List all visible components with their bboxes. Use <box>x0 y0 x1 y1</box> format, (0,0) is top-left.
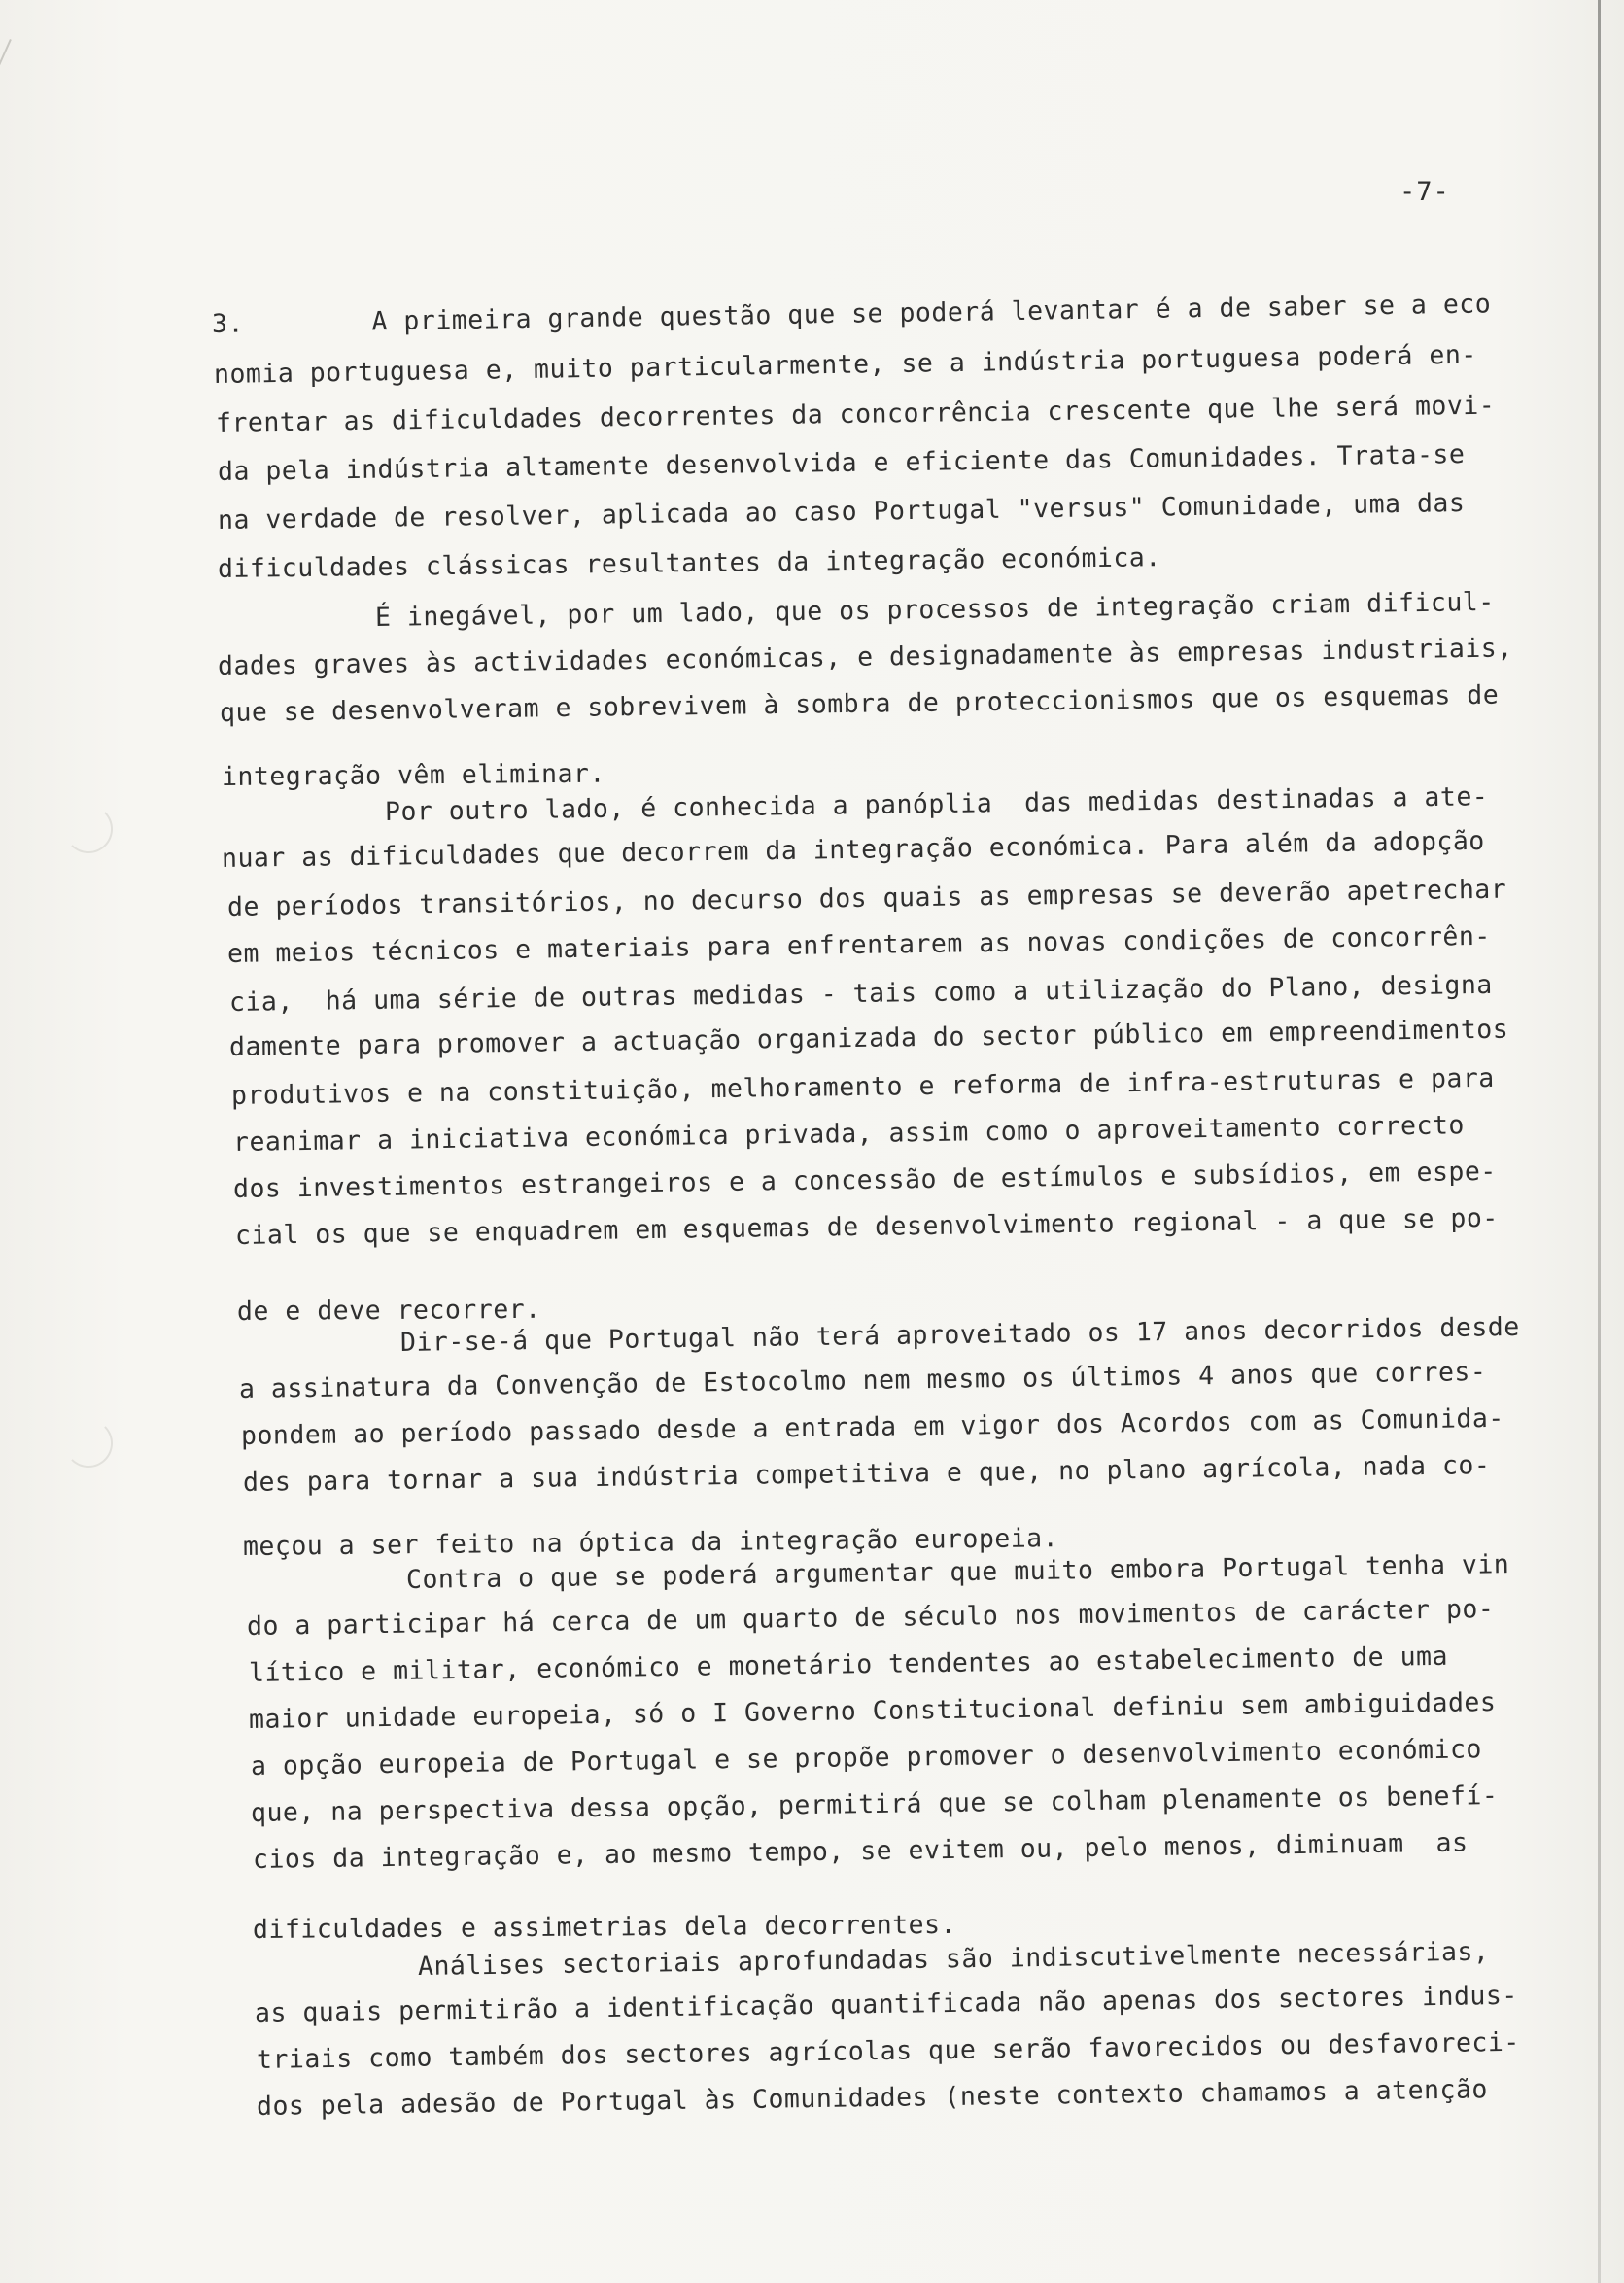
text-line: 3. A primeira grande questão que se poderá levantar é a de saber se a eco <box>211 289 1492 339</box>
text-line: Dir-se-á que Portugal não terá aproveitado os 17 anos decorridos desde <box>399 1311 1520 1358</box>
text-line: dificuldades clássicas resultantes da integração económica. <box>217 542 1161 584</box>
text-line: nuar as dificuldades que decorrem da integração económica. Para além da adopção <box>221 825 1485 874</box>
text-line: frentar as dificuldades decorrentes da concorrência crescente que lhe será movi- <box>215 390 1496 438</box>
text-line: de e deve recorrer. <box>236 1294 541 1327</box>
text-line: as quais permitirão a identificação quantificada não apenas dos sectores indus- <box>254 1980 1518 2028</box>
text-line: reanimar a iniciativa económica privada, assim como o aproveitamento correcto <box>232 1110 1466 1158</box>
text-line: triais como também dos sectores agrícolas que serão favorecidos ou desfavoreci- <box>256 2026 1520 2075</box>
text-line: nomia portuguesa e, muito particularmente, se a indústria portuguesa poderá en- <box>213 339 1477 390</box>
text-line: a opção europeia de Portugal e se propõe promover o desenvolvimento económico <box>250 1734 1483 1781</box>
text-line: produtivos e na constituição, melhoramento e reforma de infra-estruturas e para <box>230 1062 1495 1111</box>
text-line: cia, há uma série de outras medidas - tais como a utilização do Plano, designa <box>228 969 1493 1018</box>
text-line: dos pela adesão de Portugal às Comunidades (neste contexto chamamos a atenção <box>256 2074 1489 2122</box>
text-line: em meios técnicos e materiais para enfrentarem as novas condições de concorrên- <box>226 920 1491 969</box>
text-line: da pela indústria altamente desenvolvida e eficiente das Comunidades. Trata-se <box>217 439 1466 487</box>
text-line: dificuldades e assimetrias dela decorrentes. <box>252 1909 957 1945</box>
text-line: que se desenvolveram e sobrevivem à sombra de proteccionismos que os esquemas de <box>219 679 1500 728</box>
text-line: Por outro lado, é conhecida a panóplia das medidas destinadas a ate- <box>384 781 1489 827</box>
text-line: do a participar há cerca de um quarto de século nos movimentos de carácter po- <box>246 1594 1495 1642</box>
text-line: integração vêm eliminar. <box>221 758 606 792</box>
page-number: -7- <box>1399 177 1450 207</box>
text-line: Contra o que se poderá argumentar que muito embora Portugal tenha vin <box>405 1549 1510 1595</box>
text-line: de períodos transitórios, no decurso dos quais as empresas se deverão apetrechar <box>226 874 1507 922</box>
text-line: dos investimentos estrangeiros e a concessão de estímulos e subsídios, em espe- <box>232 1156 1497 1204</box>
text-line: dades graves às actividades económicas, e designadamente às empresas industriais, <box>217 633 1513 681</box>
text-line: que, na perspectiva dessa opção, permitirá que se colham plenamente os benefí- <box>250 1781 1499 1828</box>
text-line: cial os que se enquadrem em esquemas de desenvolvimento regional - a que se po- <box>234 1202 1499 1251</box>
text-line: a assinatura da Convenção de Estocolmo nem mesmo os últimos 4 anos que corres- <box>238 1357 1487 1404</box>
text-line: cios da integração e, ao mesmo tempo, se evitem ou, pelo menos, diminuam as <box>252 1827 1469 1875</box>
text-line: lítico e militar, económico e monetário tendentes ao estabelecimento de uma <box>248 1641 1449 1688</box>
text-line: É inegável, por um lado, que os processos de integração criam dificul- <box>374 586 1495 633</box>
text-line: na verdade de resolver, aplicada ao caso Portugal "versus" Comunidade, uma das <box>217 488 1466 536</box>
text-line: Análises sectoriais aprofundadas são indiscutivelmente necessárias, <box>417 1936 1490 1982</box>
text-line: pondem ao período passado desde a entrada em vigor dos Acordos com as Comunida- <box>240 1402 1504 1451</box>
text-line: damente para promover a actuação organizada do sector público em empreendimentos <box>228 1014 1509 1062</box>
text-line: des para tornar a sua indústria competitiva e que, no plano agrícola, nada co- <box>242 1450 1491 1498</box>
text-line: maior unidade europeia, só o I Governo Constitucional definiu sem ambiguidades <box>248 1687 1497 1735</box>
text-line: meçou a ser feito na óptica da integração europeia. <box>242 1523 1059 1562</box>
